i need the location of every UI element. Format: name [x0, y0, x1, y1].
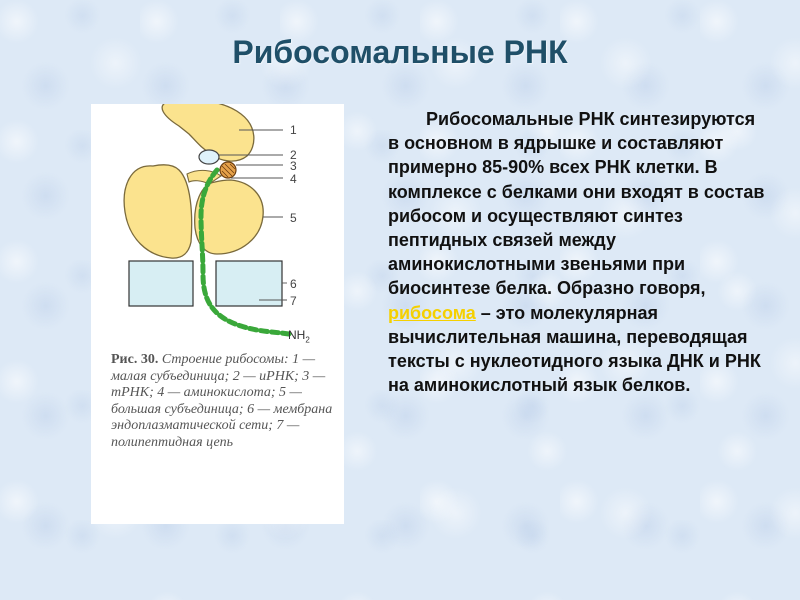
nh2-label: $NH_2$	[288, 328, 310, 345]
callout-2: 2	[290, 148, 297, 162]
callout-3: 3	[290, 159, 297, 173]
caption-label: Рис. 30.	[111, 352, 159, 367]
ribosome-link[interactable]: рибосома	[388, 302, 476, 323]
trna-circle	[220, 162, 236, 178]
callout-6: 6	[290, 277, 297, 291]
slide-title: Рибосомальные РНК	[232, 34, 568, 70]
caption-text: Строение рибосомы: 1 — малая субъединица; 2 — иРНК; 3 — тРНК; 4 — аминокислота; 5 — большая субъединица; 6 — мембрана эндоплазматической сети; 7 — полипептидная цепь	[111, 352, 333, 450]
callout-4: 4	[290, 172, 297, 186]
membrane-left	[129, 261, 193, 306]
callout-5: 5	[290, 211, 297, 225]
ribosome-diagram	[91, 104, 344, 354]
callout-7: 7	[290, 294, 297, 308]
membrane-right	[216, 261, 282, 306]
large-subunit-left	[124, 165, 192, 258]
body-text-part-1: Рибосомальные РНК синтезируются в основном в ядрышке и составляют примерно 85-90% всех РНК клетки. В комплексе с белками они входят в состав рибосом и осуществляют синтез пептидных связей между аминокислотными звеньями при биосинтезе белка. Образно говоря,	[388, 109, 765, 299]
body-text-part-2: – это молекулярная вычислительная машина, переводящая тексты с нуклеотидного языка ДНК и РНК на аминокислотный язык белков.	[388, 302, 761, 396]
ribosome-figure	[91, 104, 344, 524]
body-text	[388, 107, 766, 397]
mrna-circle	[199, 150, 219, 164]
callout-1: 1	[290, 123, 297, 137]
figure-caption	[111, 352, 339, 451]
